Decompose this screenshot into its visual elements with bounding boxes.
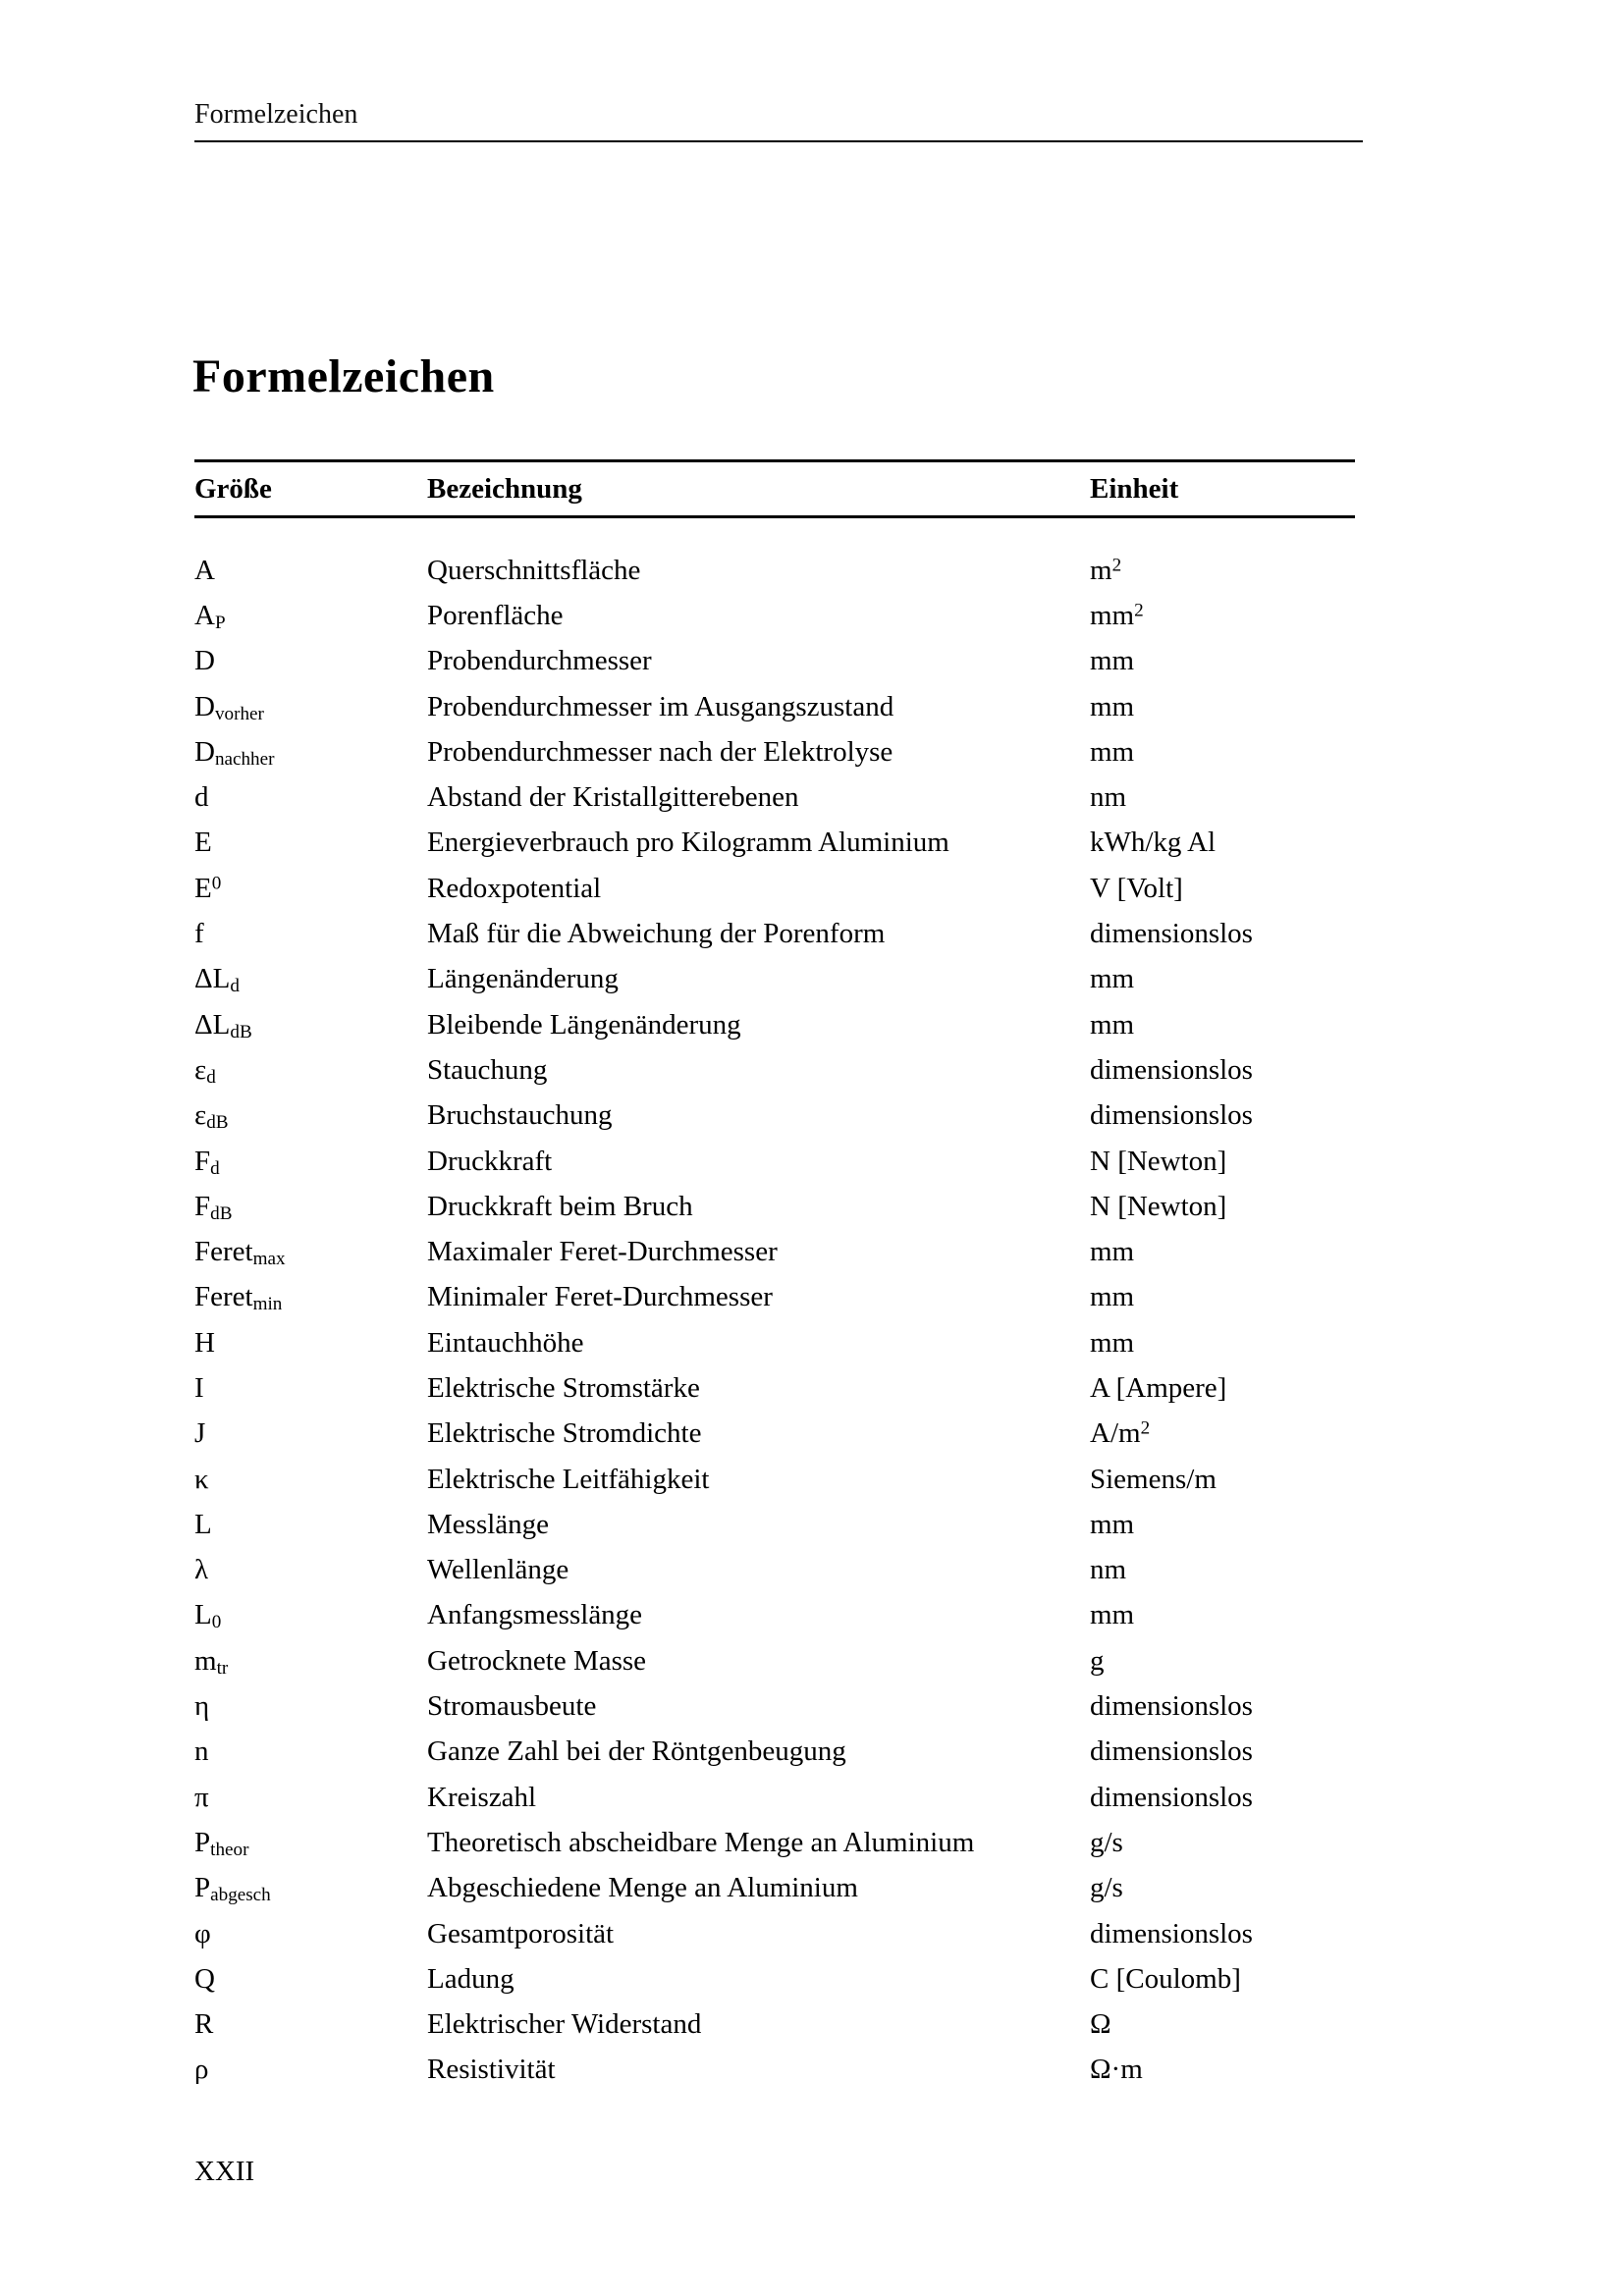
description-cell: Elektrische Stromstärke [427,1371,700,1404]
symbols-table-body [194,548,1355,2093]
unit-cell: mm [1090,1236,1135,1268]
unit-cell: Ω [1090,2008,1111,2041]
unit-cell: $m^2$ [1090,554,1122,586]
table-row [194,1412,1355,1457]
running-header: Formelzeichen [194,99,358,130]
unit-cell: V [Volt] [1090,872,1183,904]
table-row [194,1275,1355,1320]
unit-cell: A [Ampere] [1090,1371,1227,1404]
symbol-subscript: theor [210,1840,249,1861]
description-cell: Abgeschiedene Menge an Aluminium [427,1872,858,1904]
description-cell: Minimaler Feret-Durchmesser [427,1281,773,1313]
unit-cell: mm [1090,735,1135,768]
unit-cell: g/s [1090,1826,1123,1858]
unit-cell: dimensionslos [1090,1690,1253,1723]
unit-cell: dimensionslos [1090,918,1253,950]
unit-superscript: 2 [1140,1417,1151,1439]
unit-cell: dimensionslos [1090,1735,1253,1768]
symbol-cell: J [194,1417,206,1450]
unit-cell: Siemens/m [1090,1463,1217,1495]
table-row [194,548,1355,593]
description-cell: Eintauchhöhe [427,1326,584,1359]
symbol-subscript: min [252,1294,283,1315]
table-row [194,1775,1355,1820]
description-cell: Energieverbrauch pro Kilogramm Aluminium [427,827,949,859]
symbol-subscript: P [214,613,226,634]
description-cell: Theoretisch abscheidbare Menge an Aluminium [427,1826,975,1858]
description-cell: Längenänderung [427,963,619,995]
table-row [194,774,1355,820]
table-row [194,1820,1355,1865]
symbol-cell: $F_{dB}$ [194,1190,233,1224]
table-row [194,1002,1355,1047]
page-number: XXII [194,2156,255,2187]
symbol-subscript: dB [210,1203,233,1224]
unit-superscript: 2 [1134,600,1144,621]
table-row [194,1866,1355,1911]
table-row [194,639,1355,684]
symbol-subscript: nachher [214,749,275,771]
unit-cell: mm [1090,690,1135,722]
symbol-subscript: max [252,1249,286,1270]
unit-cell: g/s [1090,1872,1123,1904]
unit-cell: dimensionslos [1090,1099,1253,1132]
unit-cell: Ω·m [1090,2054,1143,2086]
symbol-cell: $\varepsilon_{dB}$ [194,1099,229,1134]
symbol-subscript: abgesch [210,1885,271,1906]
symbol-cell: D [194,645,215,677]
symbol-subscript: 0 [211,1612,222,1633]
symbol-cell: ρ [194,2054,209,2086]
symbol-cell: I [194,1371,204,1404]
table-row [194,2048,1355,2093]
table-row [194,1047,1355,1093]
description-cell: Druckkraft [427,1145,553,1177]
symbol-cell: κ [194,1463,209,1495]
description-cell: Elektrischer Widerstand [427,2008,702,2041]
symbol-subscript: d [210,1157,220,1179]
unit-superscript: 2 [1111,555,1122,576]
symbol-subscript: vorher [214,703,264,724]
symbol-cell: $m_{tr}$ [194,1644,229,1679]
symbol-cell: n [194,1735,209,1768]
symbol-cell: $L_0$ [194,1599,222,1633]
symbol-cell: $D_{vorher}$ [194,690,264,724]
table-row [194,866,1355,911]
description-cell: Redoxpotential [427,872,602,904]
symbol-cell: R [194,2008,214,2041]
symbol-cell: $\Delta L_{dB}$ [194,1008,252,1042]
symbol-cell: d [194,781,209,814]
description-cell: Elektrische Stromdichte [427,1417,702,1450]
unit-cell: kWh/kg Al [1090,827,1217,859]
symbol-subscript: d [230,976,240,997]
table-row [194,1730,1355,1775]
unit-cell: nm [1090,781,1127,814]
symbol-cell: Q [194,1962,215,1995]
column-header-unit: Einheit [1090,472,1179,505]
symbol-cell: $D_{nachher}$ [194,735,275,771]
symbol-cell: λ [194,1554,209,1586]
table-row [194,593,1355,638]
description-cell: Wellenlänge [427,1554,569,1586]
table-row [194,1548,1355,1593]
description-cell: Maß für die Abweichung der Porenform [427,918,886,950]
symbol-cell: f [194,918,204,950]
table-row [194,1229,1355,1274]
unit-cell: dimensionslos [1090,1917,1253,1949]
unit-cell: mm [1090,963,1135,995]
symbol-cell: $A_P$ [194,599,226,634]
unit-cell: mm [1090,1599,1135,1631]
symbol-cell: η [194,1690,210,1723]
unit-cell: mm [1090,1326,1135,1359]
description-cell: Elektrische Leitfähigkeit [427,1463,710,1495]
symbol-cell: $\varepsilon_d$ [194,1053,216,1089]
symbol-superscript: 0 [211,873,222,894]
table-row [194,2002,1355,2048]
table-row [194,1593,1355,1638]
description-cell: Ganze Zahl bei der Röntgenbeugung [427,1735,846,1768]
description-cell: Druckkraft beim Bruch [427,1190,693,1222]
column-header-description: Bezeichnung [427,472,582,505]
symbols-table [194,459,1355,2093]
unit-cell: mm [1090,645,1135,677]
table-row [194,684,1355,729]
symbol-cell: φ [194,1917,211,1949]
description-cell: Anfangsmesslänge [427,1599,643,1631]
table-row [194,1638,1355,1683]
column-header-symbol: Größe [194,472,272,505]
table-header-bottom-rule [194,515,1355,518]
symbol-cell: $P_{abgesch}$ [194,1872,271,1906]
table-row [194,729,1355,774]
table-row [194,1956,1355,2002]
symbol-cell: E [194,827,212,859]
symbol-cell: $F_d$ [194,1145,220,1179]
symbol-subscript: tr [216,1657,229,1679]
table-row [194,821,1355,866]
unit-cell: dimensionslos [1090,1053,1253,1086]
unit-cell: nm [1090,1554,1127,1586]
symbol-cell: $P_{theor}$ [194,1826,249,1861]
description-cell: Querschnittsfläche [427,554,641,586]
table-row [194,1502,1355,1547]
description-cell: Resistivität [427,2054,556,2086]
symbol-cell: $\Delta L_d$ [194,963,240,997]
symbol-subscript: d [206,1067,216,1089]
description-cell: Bleibende Längenänderung [427,1008,741,1041]
table-row [194,957,1355,1002]
description-cell: Probendurchmesser im Ausgangszustand [427,690,894,722]
unit-cell: g [1090,1644,1105,1677]
running-header-rule [194,140,1363,142]
description-cell: Kreiszahl [427,1781,537,1813]
symbol-cell: π [194,1781,209,1813]
table-row [194,1184,1355,1229]
unit-cell: N [Newton] [1090,1145,1227,1177]
description-cell: Stauchung [427,1053,548,1086]
table-row [194,911,1355,956]
description-cell: Messlänge [427,1508,550,1540]
unit-cell: mm [1090,1008,1135,1041]
description-cell: Getrocknete Masse [427,1644,647,1677]
table-row [194,1094,1355,1139]
symbol-cell: A [194,554,215,586]
description-cell: Probendurchmesser nach der Elektrolyse [427,735,893,768]
table-row [194,1911,1355,1956]
unit-cell: mm [1090,1281,1135,1313]
unit-cell: C [Coulomb] [1090,1962,1241,1995]
description-cell: Probendurchmesser [427,645,652,677]
page-title: Formelzeichen [192,350,495,402]
description-cell: Ladung [427,1962,514,1995]
description-cell: Gesamtporosität [427,1917,615,1949]
table-row [194,1320,1355,1365]
symbol-cell: L [194,1508,212,1540]
description-cell: Bruchstauchung [427,1099,613,1132]
unit-cell: mm [1090,1508,1135,1540]
symbol-subscript: dB [206,1112,229,1134]
symbol-cell: H [194,1326,215,1359]
table-row [194,1139,1355,1184]
description-cell: Maximaler Feret-Durchmesser [427,1236,778,1268]
symbol-cell: $E^0$ [194,872,222,904]
table-row [194,1683,1355,1729]
symbol-cell: Feret$_{min}$ [194,1281,283,1315]
unit-cell: $A/m^2$ [1090,1417,1151,1450]
symbol-cell: Feret$_{max}$ [194,1236,286,1270]
description-cell: Abstand der Kristallgitterebenen [427,781,799,814]
unit-cell: dimensionslos [1090,1781,1253,1813]
table-row [194,1365,1355,1411]
symbol-subscript: dB [230,1021,252,1042]
table-header-row [194,462,1355,515]
description-cell: Porenfläche [427,599,564,631]
unit-cell: N [Newton] [1090,1190,1227,1222]
description-cell: Stromausbeute [427,1690,597,1723]
table-row [194,1457,1355,1502]
unit-cell: $mm^2$ [1090,599,1144,631]
